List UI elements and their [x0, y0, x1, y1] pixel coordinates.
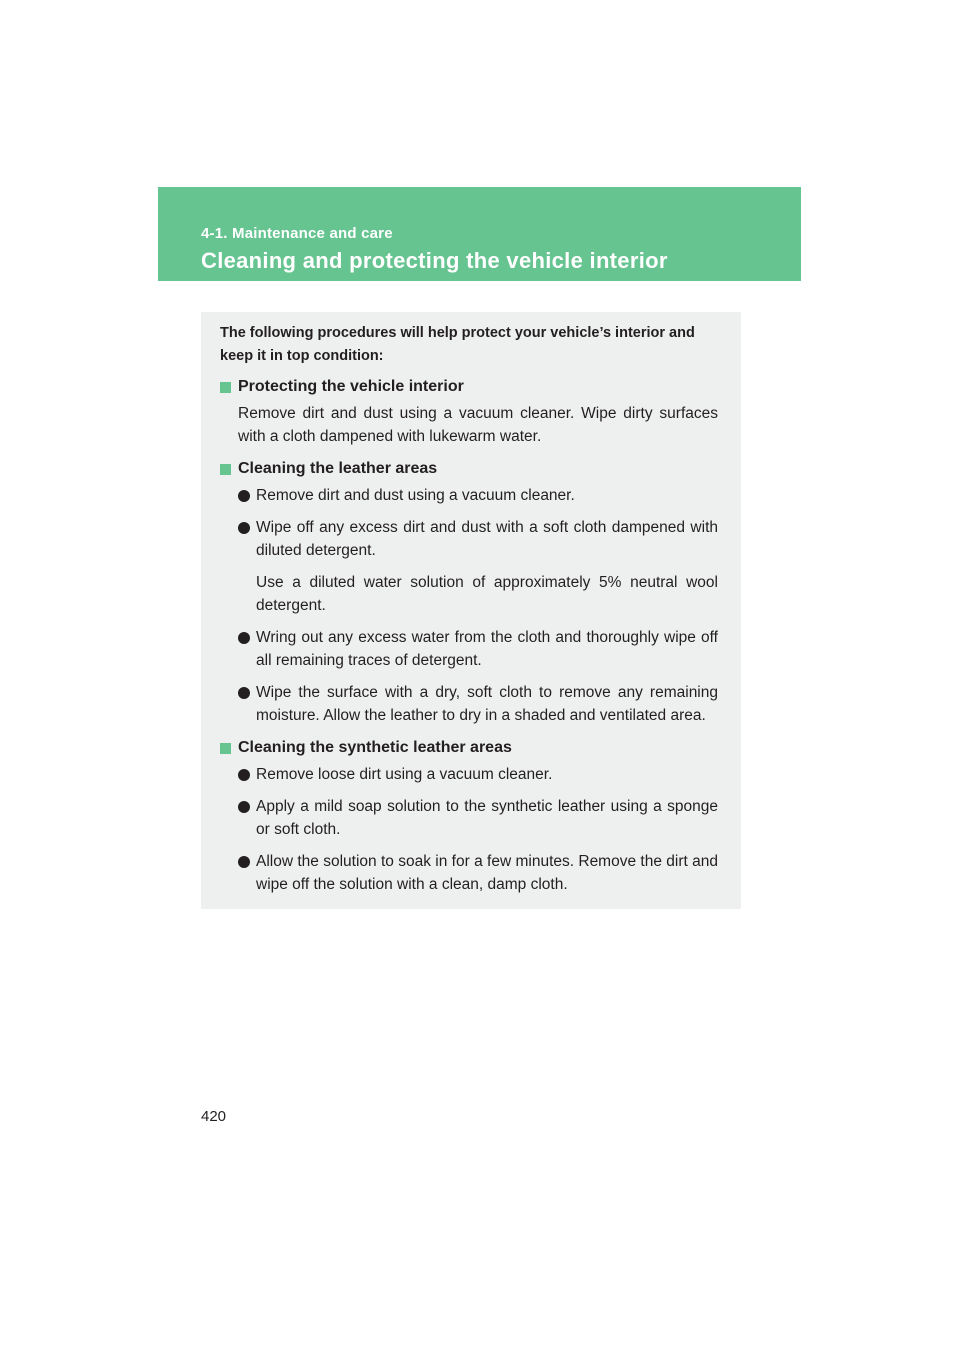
bullet-dot-icon: [238, 769, 250, 781]
intro-text: The following procedures will help protect your vehicle’s interior and keep it in top condition:: [220, 325, 695, 364]
list-item-text: Allow the solution to soak in for a few minutes. Remove the dirt and wipe off the solution with a clean, damp cloth.: [256, 853, 718, 893]
bullet-dot-icon: [238, 856, 250, 868]
list-item-note: Use a diluted water solution of approximately 5% neutral wool detergent.: [256, 574, 718, 614]
section-label: 4-1. Maintenance and care: [201, 225, 393, 242]
page-number: 420: [201, 1108, 227, 1125]
list-item: [256, 795, 718, 841]
bullet-dot-icon: [238, 522, 250, 534]
list-item-text: Wring out any excess water from the cloth and thoroughly wipe off all remaining traces of detergent.: [256, 629, 718, 669]
section-synthetic-leather: [220, 737, 718, 896]
section-paragraph: Remove dirt and dust using a vacuum cleaner. Wipe dirty surfaces with a cloth dampened with lukewarm water.: [238, 405, 718, 445]
list-item-text: Remove loose dirt using a vacuum cleaner.: [256, 766, 553, 783]
bullet-dot-icon: [238, 632, 250, 644]
square-bullet-icon: [220, 382, 231, 393]
list-item: [256, 850, 718, 896]
list-item: [256, 516, 718, 562]
list-item: [256, 763, 718, 786]
section-leather: [220, 458, 718, 727]
list-item: [256, 484, 718, 507]
chapter-header: [158, 187, 801, 281]
list-item-text: Wipe off any excess dirt and dust with a soft cloth dampened with diluted detergent.: [256, 519, 718, 559]
list-item-text: Wipe the surface with a dry, soft cloth to remove any remaining moisture. Allow the leather to dry in a shaded and ventilated area.: [256, 684, 718, 724]
section-heading: [220, 458, 718, 480]
section-heading: [220, 376, 718, 398]
bullet-dot-icon: [238, 687, 250, 699]
list-item-text: Remove dirt and dust using a vacuum cleaner.: [256, 487, 575, 504]
bullet-dot-icon: [238, 490, 250, 502]
page-title: Cleaning and protecting the vehicle interior: [201, 248, 668, 273]
square-bullet-icon: [220, 464, 231, 475]
list-item: [256, 626, 718, 672]
bullet-dot-icon: [238, 801, 250, 813]
section-protecting: [220, 376, 718, 448]
section-heading: [220, 737, 718, 759]
content-panel: [201, 312, 741, 909]
section-heading-text: Protecting the vehicle interior: [238, 378, 464, 395]
square-bullet-icon: [220, 743, 231, 754]
section-heading-text: Cleaning the leather areas: [238, 460, 438, 477]
list-item-text: Apply a mild soap solution to the synthetic leather using a sponge or soft cloth.: [256, 798, 718, 838]
list-item: [256, 681, 718, 727]
section-heading-text: Cleaning the synthetic leather areas: [238, 739, 512, 756]
